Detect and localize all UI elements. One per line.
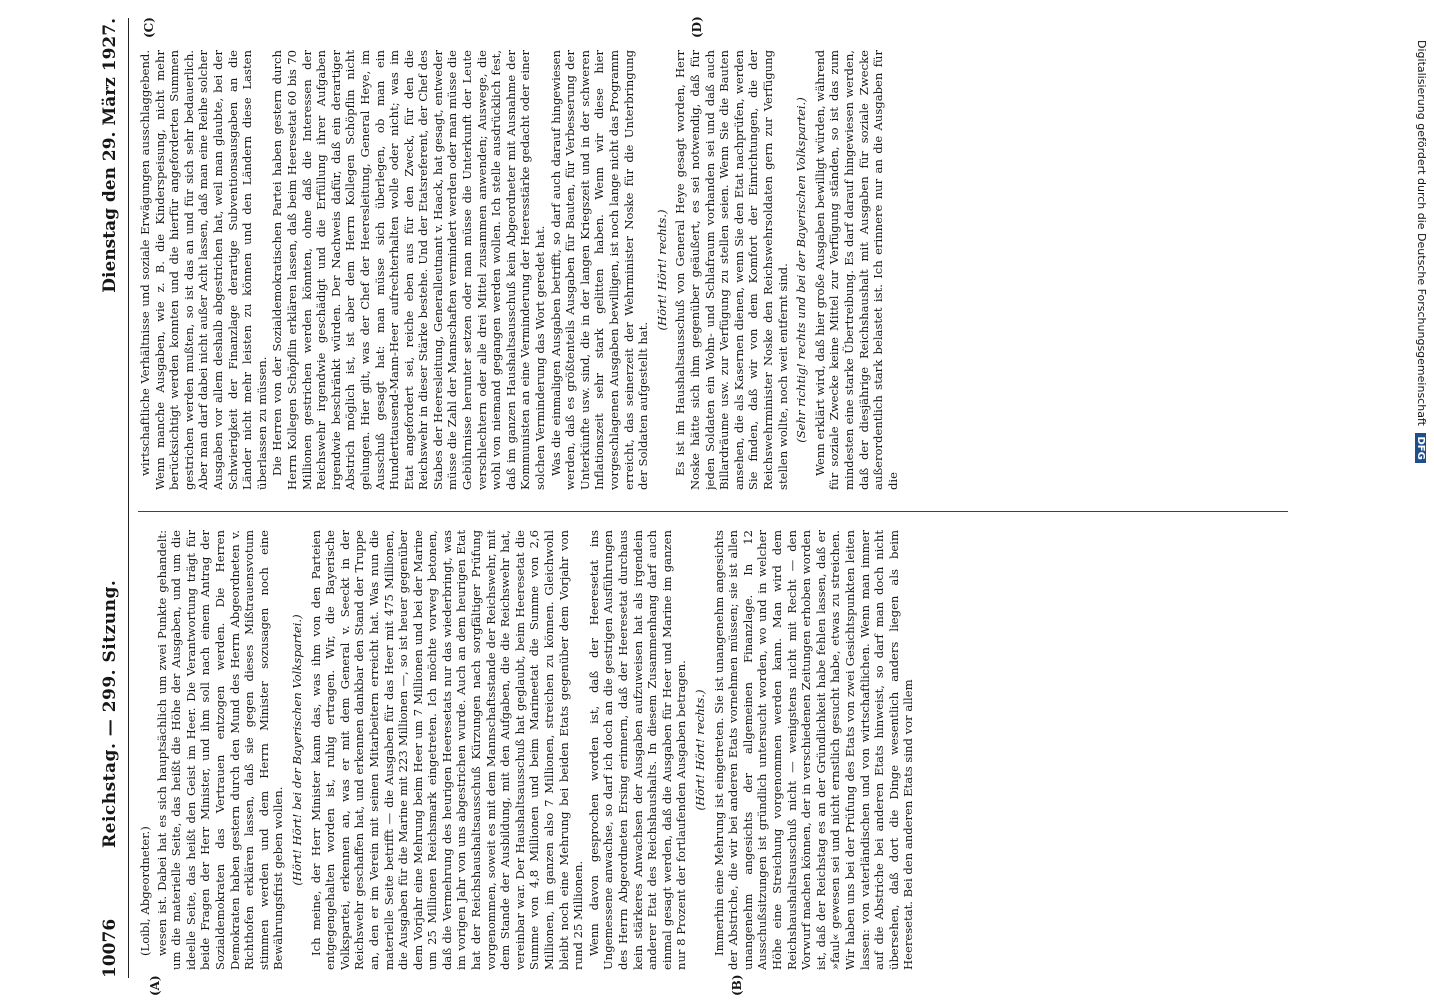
digitization-credit (1410, 40, 1434, 860)
page-number: 10076 (100, 918, 120, 978)
interjection: (Hört! Hört! rechts.) (654, 209, 669, 331)
paragraph: wesen ist. Dabei hat es sich hauptsächlich um zwei Punkte gehandelt: um die materielle Seite, das heißt die Höhe der Ausgaben, und um die ideelle Seite, das heißt den Geist im Heer. Die Verantwortung trägt für beide Fragen der Herr Minister, und ihm soll nach einem Antrag der Sozialdemokraten das Vertrauen entzogen werden. Die Herren Demokraten haben gestern durch den Mund des Herrn Abgeordneten v. Richthofen erklären lassen, daß sie gegen dieses Mißtrauensvotum stimmen werden und dem Herrn Minister sozusagen noch eine Bewährungsfrist geben wollen. (154, 530, 286, 970)
interjection: (Hört! Hört! bei der Bayerischen Volkspartei.) (289, 614, 304, 886)
rotated-document-page (90, 0, 1330, 1000)
interjection: (Hört! Hört! rechts.) (692, 689, 707, 811)
paragraph: Was die einmaligen Ausgaben betrifft, so darf auch darauf hingewiesen werden, daß es größtenteils Ausgaben für Bauten, für Verbesserung der Unterkünfte usw. sind, die in der langen Kriegszeit und in der schweren Inflationszeit sehr stark gelitten haben. Wenn wir diese hier vorgeschlagenen Ausgaben bewilligen, ist noch lange nicht das Programm erreicht, das seinerzeit der Wehrminister Noske für die Unterbringung der Soldaten aufgestellt hat. (548, 50, 651, 490)
dfg-logo: DFG (1415, 433, 1426, 462)
paragraph: Wenn erklärt wird, daß hier große Ausgaben bewilligt würden, während für soziale Zwecke keine Mittel zur Verfügung ständen, so ist das zum mindesten eine starke Übertreibung. Es darf darauf hingewiesen werden, daß der diesjährige Reichshaushalt mit Ausgaben für soziale Zwecke außerordentlich stark belastet ist. Ich erinnere nur an die Ausgaben für die (812, 50, 900, 490)
paragraph: Immerhin eine Mehrung ist eingetreten. Sie ist unangenehm angesichts der Abstriche, die wir bei anderen Etats vornehmen müssen; sie ist allen unangenehm angesichts der allgemeinen Finanzlage. In 12 Ausschußsitzungen ist gründlich untersucht worden, wo und in welcher Höhe eine Streichung vorgenommen werden kann. Man wird dem Reichshaushaltsausschuß nicht — wenigstens nicht mit Recht — den Vorwurf machen können, der in verschiedenen Zeitungen erhoben worden ist, daß der Reichstag es an der Gründlichkeit habe fehlen lassen, daß er »faul« gewesen sei und nicht ernstlich gesucht habe, etwas zu streichen. Wir haben uns bei der Prüfung des Etats von zwei Gesichtspunkten leiten lassen: von vaterländischen und von wirtschaftlichen. Wenn man immer auf die Abstriche bei anderen Etats hinweist, so darf man doch nicht übersehen, daß dort die Dinge wesentlich anders liegen als beim Heeresetat. Bei den anderen Etats sind vor allem (711, 530, 916, 970)
margin-marker-c: (C) (142, 17, 156, 38)
credit-text: Digitalisierung gefördert durch die Deutsche Forschungsgemeinschaft (1415, 40, 1428, 426)
column-divider (138, 511, 1288, 512)
speaker-line: (Loibl, Abgeordneter.) (138, 826, 152, 956)
paragraph: Die Herren von der Sozialdemokratischen Partei haben gestern durch Herrn Kollegen Schöpflin erklären lassen, daß beim Heeresetat 60 bis 70 Millionen gestrichen werden könnten, ohne daß die Interessen der Reichswehr irgendwie geschädigt und die Erfüllung ihrer Aufgaben irgendwie beschränkt würden. Der Nachweis dafür, daß ein derartiger Abstrich möglich ist, ist aber dem Herrn Kollegen Schöpflin nicht gelungen. Hier gilt, was der Chef der Heeresleitung, General Heye, im Ausschuß gesagt hat: man müsse sich überlegen, ob man ein Hunderttausend-Mann-Heer aufrechterhalten wolle oder nicht; was im Etat angefordert sei, reiche eben aus für den Zweck, für den die Reichswehr in dieser Stärke bestehe. Und der Etatsreferent, der Chef des Stabes der Heeresleitung, Generalleutnant v. Haack, hat gesagt, entweder müsse die Zahl der Mannschaften vermindert werden oder man müsse die Gebührnisse herunter setzen oder man müsse die Unterkunft der Leute verschlechtern oder alle drei Mittel zusammen anwenden; Auswege, die wohl von niemand gegangen werden wollen. Ich stelle ausdrücklich fest, daß im ganzen Haushaltsausschuß kein Abgeordneter mit Ausnahme der Kommunisten an eine Verminderung der Heeresstärke gedacht oder einer solchen Verminderung das Wort geredet hat. (270, 50, 548, 490)
credit-text-wrapper (1404, 40, 1428, 860)
interjection: (Sehr richtig! rechts und bei der Bayerischen Volkspartei.) (794, 97, 809, 443)
margin-marker-b: (B) (730, 974, 744, 996)
margin-marker-a: (A) (148, 975, 162, 996)
right-column (138, 50, 1288, 490)
paragraph: wirtschaftliche Verhältnisse und soziale Erwägungen ausschlaggebend. Wenn manche Ausgaben, wie z. B. die Kinderspeisung, nicht mehr berücksichtigt werden konnten und die hierfür angeforderten Summen gestrichen werden mußten, so ist das an und für sich sehr bedauerlich. Aber man darf dabei nicht außer Acht lassen, daß man eine Reihe solcher Ausgaben vor allem deshalb abgestrichen hat, weil man glaubte, bei der Schwierigkeit der Finanzlage derartige Subventionsausgaben an die Länder nicht mehr leisten zu können und den Ländern diese Lasten überlassen zu müssen. (138, 50, 269, 490)
paragraph: Wenn davon gesprochen worden ist, daß der Heeresetat ins Ungemessene anwachse, so darf ich doch an die gestrigen Ausführungen des Herrn Abgeordneten Ersing erinnern, daß der Heeresetat durchaus kein stärkeres Anwachsen der Ausgaben aufzuweisen hat als irgendein anderer Etat des Reichshaushalts. In diesem Zusammenhang darf auch einmal gesagt werden, daß die Ausgaben für Heer und Marine im ganzen nur 8 Prozent der fortlaufenden Ausgaben betragen. (586, 530, 689, 970)
session-date: Dienstag den 29. März 1927. (100, 18, 120, 293)
paragraph: Ich meine, der Herr Minister kann das, was ihm von den Parteien entgegengehalten worden ist, ruhig ertragen. Wir, die Bayerische Volkspartei, erkennen an, was er mit dem General v. Seeckt in der Reichswehr geschaffen hat, und erkennen dankbar den Stand der Truppe an, den er im Verein mit seinen Mitarbeitern erreicht hat. Was nun die materielle Seite betrifft — die Ausgaben für das Heer mit 475 Millionen, die Ausgaben für die Marine mit 223 Millionen —, so ist heuer gegenüber dem Vorjahr eine Mehrung beim Heer um 7 Millionen und bei der Marine um 25 Millionen Reichsmark eingetreten. Ich möchte vorweg betonen, daß die Vermehrung des heurigen Heeresetats nur das wiederbringt, was im vorigen Jahr von uns abgestrichen wurde. Auch an dem heurigen Etat hat der Reichshaushaltsausschuß Kürzungen nach sorgfältiger Prüfung vorgenommen, soweit es mit dem Mannschaftsstande der Reichswehr, mit dem Stande der Ausbildung, mit den Aufgaben, die die Reichswehr hat, vereinbar war. Der Haushaltsausschuß hat geglaubt, beim Heeresetat die Summe von 4,8 Millionen und beim Marineetat die Summe von 2,6 Millionen, im ganzen also 7 Millionen, streichen zu können. Gleichwohl bleibt noch eine Mehrung bei beiden Etats gegenüber dem Vorjahr von rund 25 Millionen. (308, 530, 586, 970)
page-header (98, 18, 129, 978)
left-column (138, 530, 1288, 970)
margin-marker-d: (D) (690, 16, 704, 38)
paragraph: Es ist im Haushaltsausschuß von General Heye gesagt worden, Herr Noske hätte sich ihm gegenüber geäußert, es sei notwendig, daß für jeden Soldaten ein Wohn- und Schlafraum vorhanden sei und daß auch Billardräume usw. zur Verfügung zu stellen seien. Wenn Sie die Bauten ansehen, die als Kasernen dienen, wenn Sie den Etat nachprüfen, werden Sie finden, daß wir von dem Komfort der Einrichtungen, die der Reichswehrminister Noske den Reichswehrsoldaten gern zur Verfügung stellen wollte, noch weit entfernt sind. (673, 50, 790, 490)
session-title: Reichstag. — 299. Sitzung. (100, 579, 120, 848)
